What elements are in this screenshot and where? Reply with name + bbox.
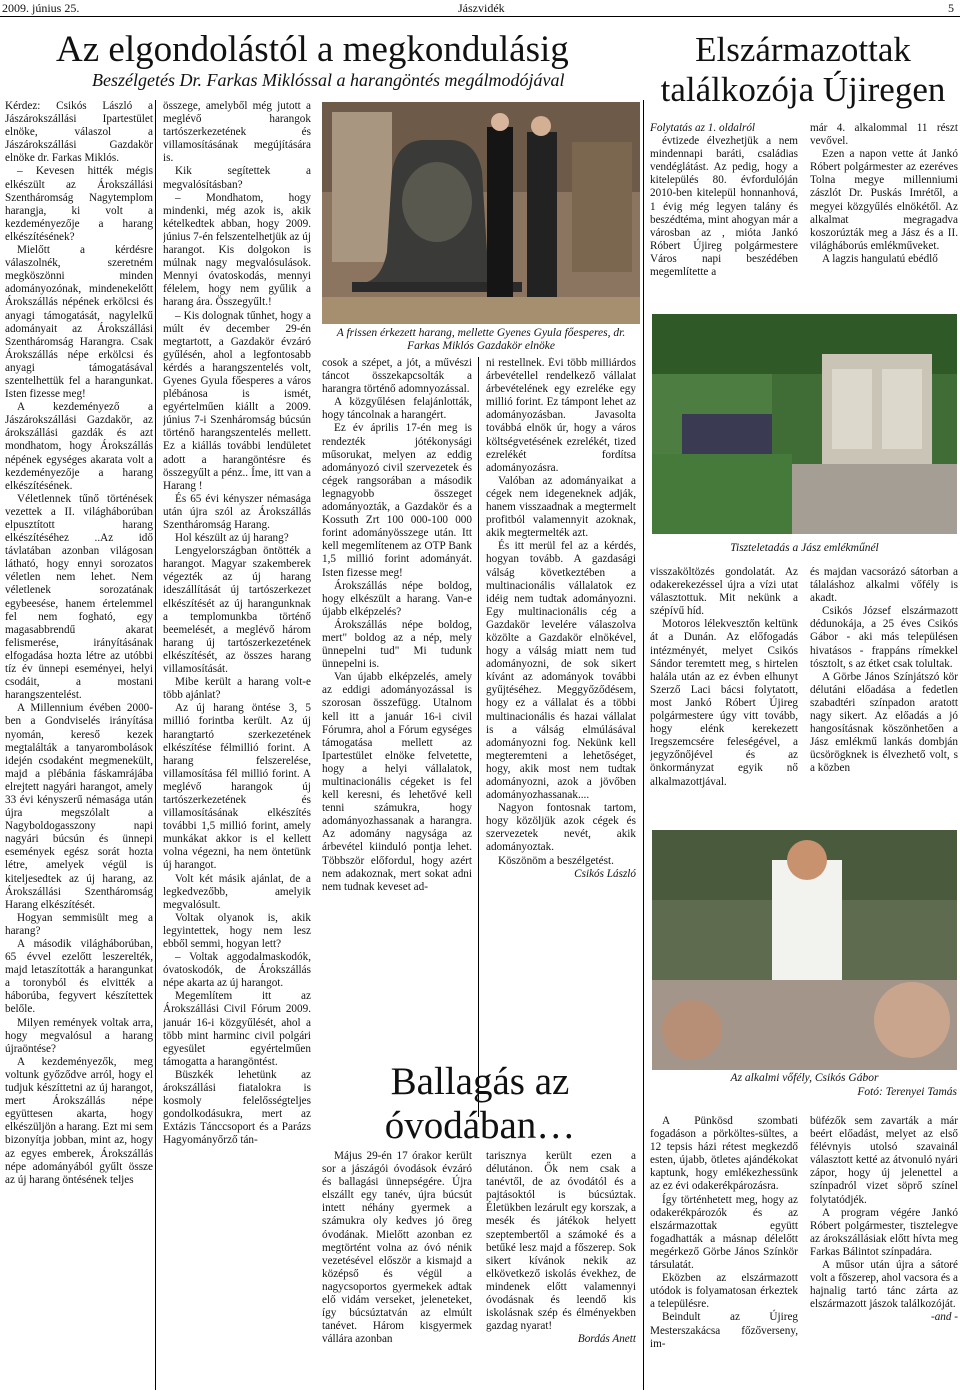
paragraph: Hol készült az új harang?: [175, 532, 289, 545]
paragraph: Árokszállás népe boldog, mert" boldog az a nép, mely ünnepelni tud" Mi tudunk ünnepelni is.: [322, 618, 472, 671]
paragraph: A kezdeményező a Jászárokszállási Gazdakör, az árokszállási gazdák és azt mondhatom, hogy Árokszállás népének egységes akarata volt a kezdeményezője a harang elkészítésének.: [5, 401, 153, 492]
paragraph: Motoros lélekvesztőn keltünk át a Dunán. Az előfogadás intézményét, melyet Csikós Sándor teremtett meg, s hirtelen halála után az ez évben elhunyt Szerző Laci bácsi folytatott, most Jankó Róbert Újireg polgármestere úgy vitt tovább, hogy elénk kerekezett Iregszemcsére feleségével, a jegyzőnőjével és az önkormányzat egyik nő alkalmazottjával.: [650, 618, 798, 788]
paragraph: A lagzis hangulatú ebédlő: [822, 252, 938, 265]
paragraph: összege, amelyből még jutott a meglévő harangok tartószerkezetének és villamosításának megújítására is.: [163, 100, 311, 165]
paragraph: – Kevesen hitték mégis elkészült az Árokszállási Szentháromság Nagytemplom harangja, ki volt a kezdeményezője a harang elkészítésének?: [5, 165, 153, 243]
paragraph: Eközben az elszármazott utódok is folyamatosan érkeztek a településre.: [650, 1272, 798, 1311]
paragraph: A Görbe János Színjátszó kör délutáni előadása a fedetlen szabadtéri színpadon aratott nagy sikert. Az előadás a jó hangosításnak köszönhetően a Jász emlékmű lankás dombján ücsörögknek is élvezhető volt, s a közben: [810, 670, 958, 775]
monument-photo-image: [652, 314, 957, 534]
paragraph: Ezen a napon vette át Jankó Róbert polgármester az ezeréves Tolna megye millenniumi zászlót Dr. Puskás Imrétől, a megyei közgyűlés elnökétől. Az alkalmat megragadva koszorúzták meg a Jász és a II. világháborús emlékműveket.: [810, 148, 958, 252]
paragraph: Volt két másik ajánlat, de a legkedvezőbb, amelyik megvalósult.: [163, 872, 311, 911]
paragraph: Büszkék lehetünk az árokszállási fiatalokra is kosmoly felelősségteljes gondolkodásukra, mert az Extázis Tánccsoport és a Parázs Hagyományőrző tán-: [163, 1068, 311, 1147]
ballagas-column-1: [322, 1150, 472, 1390]
header-date: 2009. június 25.: [2, 1, 80, 15]
interview-column-1: [5, 100, 153, 1390]
author-signature: Bordás Anett: [577, 1333, 636, 1346]
column-divider: [155, 100, 156, 1390]
paragraph: Így történhetett meg, hogy az odakerékpározók és az elszármazottak együtt fogadhatták a másnap délelőtt megérkező Görbe János Színkör társulatát.: [650, 1193, 798, 1272]
paragraph: A kezdeményezők, meg voltunk győződve arról, hogy el tudjuk készíttetni az új harangot, mert Árokszállás népe együttesen akarta, hogy elkészüljön a harang. Ezt mi sem bizonyítja jobban, mint az, hogy az egyes emberek, Árokszállás népe adományából gyűlt össze az új harang öntésének teljes: [5, 1055, 153, 1186]
paragraph: évtizede élvezhetjük a nem mindennapi baráti, családias vendéglátást. Az pedig, hogy a kitelepülés 80. évfordulóján 2010-ben kitelepül honnanhová, 1 évig még legyen talány és beszédtéma, mint ahogyan már a városban az , mióta Jankó Róbert Újireg polgármestere Város napi beszédében megemlítette a: [650, 135, 798, 279]
toastmaster-photo-image: [652, 830, 957, 1070]
ballagas-column-2: [486, 1150, 636, 1390]
paragraph: Az új harang öntése 3, 5 millió forintba került. Az új harangtartó szerkezetének elkészítése félmillió forint. A harang felszerelése, villamosítása fél millió forint. A meglévő harangok új tartószerkezetének és villamosításának elkészítés további 1,5 millió forint, amely munkákat akkor is el kellett volna végezni, ha nem öntetünk új harangot.: [163, 702, 311, 872]
reunion-column-1: [650, 122, 798, 332]
paragraph: És 65 évi kényszer némasága után újra szól az Árokszállás Szentháromság Harang.: [163, 492, 311, 531]
paragraph: Mielőtt a kérdésre válaszolnék, szeretném megköszönni minden adományozónak, mindenekelőtt Árokszállás népének erkölcsi és anyagi támogatását, nagylelkű adományait az Árokszállási Szentháromság Harangra. Csak Árokszállás népe erkölcsi és anyagi támogatásával szentelhettük fel a harangunkat. Isten fizesse meg!: [5, 244, 153, 401]
reunion-column-2: [810, 122, 958, 332]
author-signature: Csikós László: [574, 867, 636, 880]
section-divider: [643, 100, 644, 1390]
monument-photo: [652, 314, 957, 534]
toastmaster-photo-caption-2: Fotó: Terenyei Tamás: [857, 1086, 957, 1098]
interview-subtitle: Beszélgetés Dr. Farkas Miklóssal a harangöntés megálmodójával: [92, 70, 565, 90]
page-header: [0, 0, 960, 17]
paragraph: Árokszállás népe boldog, hogy elkészült a harang. Van-e újabb elképzelés?: [322, 579, 472, 618]
column-divider: [478, 357, 479, 1117]
paragraph: Valóban az adományaikat a cégek nem idegeneknek adják, hanem visszaadnak a megtermelt profitból valamennyit azoknak, akik megtermelték azt.: [486, 474, 636, 540]
ballagas-title: [330, 1060, 630, 1148]
paragraph: és majdan vacsorázó sátorban a tálaláshoz alkalmi vőfély is akadt.: [810, 566, 958, 605]
bell-photo-caption: A frissen érkezett harang, mellette Gyenes Gyula főesperes, dr. Farkas Miklós Gazdakör elnöke: [336, 327, 626, 352]
paragraph: Nagyon fontosnak tartom, hogy közöljük azok cégek és szervezetek nevét, akik adományoztak.: [486, 802, 636, 854]
paragraph: már 4. alkalommal 11 részt vevővel.: [810, 122, 958, 148]
reunion-title: Elszármazottak találkozója Újiregen: [660, 30, 946, 109]
paragraph: A műsor után újra a sátoré volt a főszerep, ahol vacsora és a hajnalig tartó tánc zárta az elszármazott jászok találkozóját.: [810, 1259, 958, 1311]
paragraph: És itt merül fel az a kérdés, hogyan tovább. A gazdasági válság következtében a multinacionális vállalatok ez idéig nem tudtak adományozni. Egy multinacionális cég a Gazdakör levelére válaszolva közölte a Gazdakör elnökével, hogy a válság miatt nem tud adományozni, de sok sikert kívánt az adományok további gyűjtéséhez. Meggyőződésem, hogy ez a vállalat és a többi multinacionális és hazai vállalat is a válság elmúlásával adományozni fog. Nekünk kell megteremteni a lehetőséget, hogy, akik most nem tudtak adományozni, azok a jövőben adományozhassanak....: [486, 540, 636, 802]
paragraph: A második világháborúban, 65 évvel ezelőtt leszerelték, majd letaszították a harangunkat a toronyból és elvitték a háborúba, fegyvert készítettek belőle.: [5, 938, 153, 1016]
paragraph: ni restellnek. Évi több milliárdos árbevétellel rendelkező vállalat árbevételének egy ezreléke egy millió forint. Ez támpont lehet az adományozásban. Javasolta továbbá elnök úr, hogy a város költségvetésének ezrelékét, tized ezrelékét fordítsa adományozásra.: [486, 357, 636, 474]
paragraph: – Voltak aggodalmaskodók, óvatoskodók, de Árokszállás népe akarta az új harangot.: [163, 951, 311, 990]
paragraph: Kik segítettek a megvalósításban?: [163, 165, 311, 191]
bell-photo-image: [322, 102, 640, 324]
paragraph: Beindult az Újireg Mesterszakácsa főzőverseny, im-: [650, 1311, 798, 1350]
paragraph: A közgyűlésen felajánlották, hogy táncolnak a harangért.: [322, 396, 472, 422]
paragraph: Lengyelországban öntötték a harangot. Magyar szakemberek végezték az új harang ideszállítását új tartószerkezet elkészítését az új harangunknak a templomunkba történő beemelését, a meglévő három harang új tartószerkezetének elkészítését, az összes harang villamosítását.: [163, 545, 311, 676]
reunion-column-4: [810, 566, 958, 828]
monument-photo-caption: Tiszteletadás a Jász emlékműnél: [730, 542, 879, 554]
paragraph: büfézők sem zavarták a már beért előadást, melyet az első félévnyis utolsó szavainál választott ketté az átvonuló nyári zápor, hogy új jelenettel a színpadról vizet söprő színel folytatódjék.: [810, 1115, 958, 1206]
reunion-column-3: [650, 566, 798, 828]
bell-photo: [322, 102, 640, 324]
paragraph: Köszönöm a beszélgetést.: [498, 854, 614, 867]
paragraph: Milyen remények voltak arra, hogy megvalósul a harang újraöntése?: [5, 1016, 153, 1055]
paragraph: Kérdez: Csikós László a Jászárokszállási Ipartestület elnöke, válaszol a Jászárokszállási Gazdakör elnöke dr. Farkas Miklós.: [5, 100, 153, 165]
reunion-column-6: [810, 1115, 958, 1390]
interview-column-4: [486, 357, 636, 1057]
paragraph: Hogyan semmisült meg a harang?: [5, 911, 153, 937]
paragraph: cosok a szépet, a jót, a művészi táncot összekapcsolták a harangra történő adomnyozással.: [322, 357, 472, 396]
paragraph: Véletlennek tűnő történések vezettek a II. világháborúban elpusztított harang elkészítéséhez ..Az idő távlatában azonban világosan látható, hogy ennyi sorozatos véletlen nem lehet. Nem véletlenek sorozatának egybeesése, hanem értelemmel fel nem fogható, egy magasabbrendű akarat felismerése, irányításának elfogadása hozta létre az utóbbi tíz év ünnepi eseményei, helyi csodáit, a mostani harangszentelést.: [5, 492, 153, 702]
reunion-column-5: [650, 1115, 798, 1390]
interview-column-2: [163, 100, 311, 1390]
ballagas-title-line1: Ballagás az: [390, 1060, 570, 1103]
paragraph: visszaköltözés gondolatát. Az odakerekezéssel újra a vízi utat választottuk. Mit nekünk a szépívű híd.: [650, 566, 798, 618]
paragraph: – Kis dolognak tűnhet, hogy a múlt év december 29-én megtartott, a Gazdakör évzáró gyűlésén, ahol a legfontosabb kérdés a harangszentelés volt, Gyenes Gyula főesperes a város plébánosa is ismét, egyértelműen kiállt a 2009. június 7-i Szenháromság búcsún történő harangszentelés mellett. Ez a kiállás további lendületet adott a harangöntésre és összegyűlt a pénz.. Íme, itt van a Harang !: [163, 309, 311, 492]
paragraph: Van újabb elképzelés, amely az eddigi adományozással is szorosan összefügg. Utalnom kell itt a január 16-i civil Fórumra, ahol a Fórum egységes támogatása mellett az Ipartestület elnöke felvetette, hogy a helyi vállalatok, multinacionális cégeket is fel kell keresni, és lehetővé kell tenni számukra, hogy adományozhassanak a harangra. Az adomány nagysága az árbevétel kiinduló pontja lehet. Többször előfordul, hogy azért nem adakoznak, mert sokat adni nem tudnak keveset ad-: [322, 671, 472, 893]
paragraph: Május 29-én 17 órakor került sor a jászágói óvodások évzáró és ballagási ünnepségére. Újra elszállt egy tanév, újra búcsút intett néhány gyermek a számukra oly kedves jó öreg óvodának. Mielőtt azonban ez megtörtént volna az óvó nénik vezetésével először a kismajd a középső és végül a nagycsoportos gyermekek adtak elő vidám verseket, jeleneteket, így búcsúztatván az elmúlt tanévet. Három kisgyermek vállára azonban: [322, 1150, 472, 1346]
author-signature: -and -: [930, 1311, 958, 1324]
interview-column-3: [322, 357, 472, 1117]
interview-title: Az elgondolástól a megkondulásig: [56, 29, 569, 70]
header-page-number: 5: [948, 1, 954, 15]
paragraph: Csikós József elszármazott dédunokája, a 25 éves Csikós Gábor - aki más településen hivatásos - frappáns rímekkel tósztolt, s az étket csak tolultak.: [810, 605, 958, 670]
paragraph: tarisznya került ezen a délutánon. Ők nem csak a tanévtől, de az óvodától és a pajtásoktól is búcsúztak. Életükben lezárult egy korszak, a mesék és játékok helyett szeptembertől a számoké és a betűké lesz majd a főszerep. Sok sikert kívánok nekik az elkövetkező iskolás évekhez, de mindenek előtt valamennyi óvodásnak és leendő kis iskolásnak szép és élményekben gazdag nyarat!: [486, 1150, 636, 1333]
paragraph: Megemlítem itt az Árokszállási Civil Fórum 2009. január 16-i közgyűlését, ahol a több mint harminc civil polgári egyesület egyértelműen támogatta a harangöntést.: [163, 990, 311, 1068]
paragraph: Folytatás az 1. oldalról: [650, 122, 756, 134]
header-paper-name: Jászvidék: [458, 1, 505, 15]
paragraph: A Pünkösd szombati fogadáson a pörköltes-sültes, a 12 tepsis házi rétest megkezdő esten, újabb, ötletes ajándékokat kaptunk, hogy emlékezhessünk az ez évi odakerékpározásra.: [650, 1115, 798, 1193]
paragraph: A Millennium évében 2000-ben a Gondviselés irányítása nyomán, kereső kezek megtalálták a tanyarombolások idején csodaként megmenekült, majd a plébánia fáskamrájába elrejtett nagyári harangot, amely 33 évi kényszerű némasága után újra megszólalt a Nagyboldogasszony napi nagyári búcsún és ünnepi események egész sorát hozta létre, amelyek végül is kiteljesedtek az új harang, az Árokszállási Szentháromság Harang elkészítését.: [5, 702, 153, 911]
ballagas-title-line2: óvodában…: [384, 1104, 576, 1147]
toastmaster-photo-caption-1: Az alkalmi vőfély, Csikós Gábor: [730, 1072, 879, 1084]
paragraph: – Mondhatom, hogy mindenki, még azok is, akik kételkedtek abban, hogy 2009. június 7-én felszentelhetjük az új harangot. Kis dolgokon is múlnak nagy megvalósulások. Mennyi óvatoskodás, mennyi félelem, hogy nem gyűlik a harang ára. Összegyűlt.!: [163, 191, 311, 309]
paragraph: A program végére Jankó Róbert polgármester, tisztelegve az árokszállásiak előtt hívta meg Farkas Bálintot színpadára.: [810, 1206, 958, 1258]
toastmaster-photo: [652, 830, 957, 1070]
paragraph: Voltak olyanok is, akik legyintettek, hogy nem lesz ebből semmi, hogyan lett?: [163, 911, 311, 950]
paragraph: Ez év április 17-én meg is rendezték jótékonysági műsorukat, melyen az eddig adományozó civil szervezetek és cégek rangsorában a második legnagyobb összeget adományozták, a Gazdakör és a Kossuth Zrt 100 000-100 000 forint adományösszege után. Itt kell megemlítenem az OTP Bank 1,5 millió forint adományát. Isten fizesse meg!: [322, 422, 472, 579]
paragraph: Mibe került a harang volt-e több ajánlat?: [163, 676, 311, 702]
